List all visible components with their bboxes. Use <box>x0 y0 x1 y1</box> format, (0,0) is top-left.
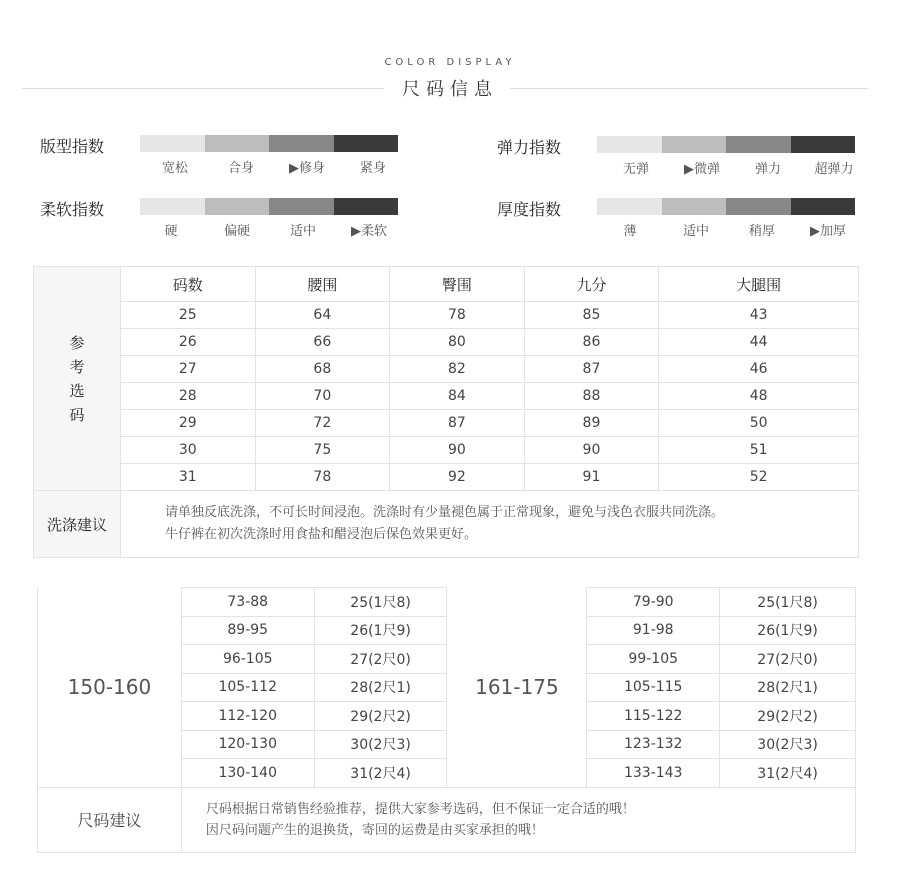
elasticity-index-bar <box>597 136 855 153</box>
size-cell: 30 <box>121 437 256 464</box>
fit-level: 紧身 <box>359 161 386 176</box>
page-title: 尺码信息 <box>402 79 498 100</box>
waist-cell: 72 <box>255 410 390 437</box>
weight-cell: 96-105 <box>181 645 314 674</box>
size-cell: 26(1尺9) <box>314 616 447 645</box>
size-cell: 28(2尺1) <box>720 673 856 702</box>
thickness-level: 稍厚 <box>748 224 775 239</box>
thickness-level: 适中 <box>682 224 709 239</box>
column-header: 腰围 <box>255 267 390 302</box>
table-row <box>34 329 859 356</box>
wash-advice-line: 请单独反底洗涤，不可长时间浸泡。洗涤时有少量褪色属于正常现象，避免与浅色衣服共同洗涤。 <box>165 505 725 520</box>
thickness-level-selected: ▶加厚 <box>810 224 846 239</box>
size-cell: 31(2尺4) <box>314 759 447 788</box>
softness-level: 适中 <box>289 224 316 239</box>
weight-cell: 91-98 <box>587 616 720 645</box>
hip-cell: 90 <box>390 437 525 464</box>
size-cell: 25(1尺8) <box>720 588 856 617</box>
size-recommendation-table <box>37 587 856 853</box>
softness-level: 硬 <box>164 224 178 239</box>
size-reference-table <box>33 266 859 558</box>
column-header: 码数 <box>121 267 256 302</box>
size-cell: 30(2尺3) <box>720 730 856 759</box>
wash-advice-line: 牛仔裤在初次洗涤时用食盐和醋浸泡后保色效果更好。 <box>165 527 478 542</box>
size-cell: 28 <box>121 383 256 410</box>
size-advice-line: 因尺码问题产生的退换货，寄回的运费是由买家承担的哦！ <box>205 822 544 838</box>
thigh-cell: 51 <box>659 437 859 464</box>
elasticity-level: 超弹力 <box>814 162 854 177</box>
wash-advice-text <box>121 491 859 558</box>
thickness-level: 薄 <box>623 224 637 239</box>
size-cell: 31(2尺4) <box>720 759 856 788</box>
thigh-cell: 46 <box>659 356 859 383</box>
elasticity-level-selected: ▶微弹 <box>684 162 720 177</box>
size-cell: 29 <box>121 410 256 437</box>
elasticity-level: 弹力 <box>754 162 781 177</box>
size-cell: 30(2尺3) <box>314 730 447 759</box>
softness-level-selected: ▶柔软 <box>351 224 387 239</box>
hip-cell: 78 <box>390 302 525 329</box>
height-range-right: 161-175 <box>447 588 587 788</box>
size-cell: 27 <box>121 356 256 383</box>
hip-cell: 80 <box>390 329 525 356</box>
size-advice-label: 尺码建议 <box>38 787 182 852</box>
hip-cell: 82 <box>390 356 525 383</box>
table-row <box>34 437 859 464</box>
size-reference-side-label: 参 考 选 码 <box>34 267 121 491</box>
thickness-index-bar <box>597 198 855 215</box>
size-cell: 26 <box>121 329 256 356</box>
fit-level: 合身 <box>227 161 254 176</box>
thigh-cell: 52 <box>659 464 859 491</box>
thigh-cell: 44 <box>659 329 859 356</box>
table-row <box>38 588 856 617</box>
weight-cell: 115-122 <box>587 702 720 731</box>
table-row <box>34 383 859 410</box>
column-header: 臀围 <box>390 267 525 302</box>
weight-cell: 123-132 <box>587 730 720 759</box>
weight-cell: 89-95 <box>181 616 314 645</box>
waist-cell: 70 <box>255 383 390 410</box>
length-cell: 86 <box>524 329 659 356</box>
length-cell: 87 <box>524 356 659 383</box>
weight-cell: 73-88 <box>181 588 314 617</box>
header-subtitle: COLOR DISPLAY <box>384 57 516 68</box>
size-cell: 26(1尺9) <box>720 616 856 645</box>
size-cell: 31 <box>121 464 256 491</box>
length-cell: 91 <box>524 464 659 491</box>
elasticity-index-levels <box>603 158 867 177</box>
size-cell: 29(2尺2) <box>720 702 856 731</box>
fit-index-levels <box>142 157 406 176</box>
weight-cell: 105-115 <box>587 673 720 702</box>
size-cell: 25 <box>121 302 256 329</box>
softness-index-bar <box>140 198 398 215</box>
length-cell: 85 <box>524 302 659 329</box>
softness-level: 偏硬 <box>223 224 250 239</box>
hip-cell: 87 <box>390 410 525 437</box>
weight-cell: 130-140 <box>181 759 314 788</box>
elasticity-level: 无弹 <box>622 162 649 177</box>
softness-index-levels <box>138 220 402 239</box>
hip-cell: 92 <box>390 464 525 491</box>
column-header: 大腿围 <box>659 267 859 302</box>
fit-level-selected: ▶修身 <box>289 161 325 176</box>
waist-cell: 75 <box>255 437 390 464</box>
waist-cell: 78 <box>255 464 390 491</box>
waist-cell: 66 <box>255 329 390 356</box>
weight-cell: 79-90 <box>587 588 720 617</box>
table-row <box>34 410 859 437</box>
size-cell: 27(2尺0) <box>720 645 856 674</box>
table-row <box>34 302 859 329</box>
length-cell: 89 <box>524 410 659 437</box>
size-advice-line: 尺码根据日常销售经验推荐，提供大家参考选码，但不保证一定合适的哦！ <box>205 801 635 817</box>
weight-cell: 112-120 <box>181 702 314 731</box>
thigh-cell: 43 <box>659 302 859 329</box>
column-header: 九分 <box>524 267 659 302</box>
waist-cell: 64 <box>255 302 390 329</box>
weight-cell: 105-112 <box>181 673 314 702</box>
size-cell: 27(2尺0) <box>314 645 447 674</box>
size-advice-text <box>181 787 855 852</box>
thickness-index-label: 厚度指数 <box>497 200 562 219</box>
thickness-index-levels <box>597 220 861 239</box>
size-cell: 28(2尺1) <box>314 673 447 702</box>
fit-index-label: 版型指数 <box>40 137 105 156</box>
thigh-cell: 50 <box>659 410 859 437</box>
elasticity-index-label: 弹力指数 <box>497 138 562 157</box>
fit-index-bar <box>140 135 398 152</box>
table-row <box>34 464 859 491</box>
fit-level: 宽松 <box>161 161 188 176</box>
size-cell: 25(1尺8) <box>314 588 447 617</box>
table-row <box>34 356 859 383</box>
thigh-cell: 48 <box>659 383 859 410</box>
height-range-left: 150-160 <box>38 588 182 788</box>
length-cell: 88 <box>524 383 659 410</box>
weight-cell: 99-105 <box>587 645 720 674</box>
hip-cell: 84 <box>390 383 525 410</box>
weight-cell: 133-143 <box>587 759 720 788</box>
length-cell: 90 <box>524 437 659 464</box>
size-cell: 29(2尺2) <box>314 702 447 731</box>
waist-cell: 68 <box>255 356 390 383</box>
weight-cell: 120-130 <box>181 730 314 759</box>
softness-index-label: 柔软指数 <box>40 200 105 219</box>
wash-advice-label: 洗涤建议 <box>34 491 121 558</box>
